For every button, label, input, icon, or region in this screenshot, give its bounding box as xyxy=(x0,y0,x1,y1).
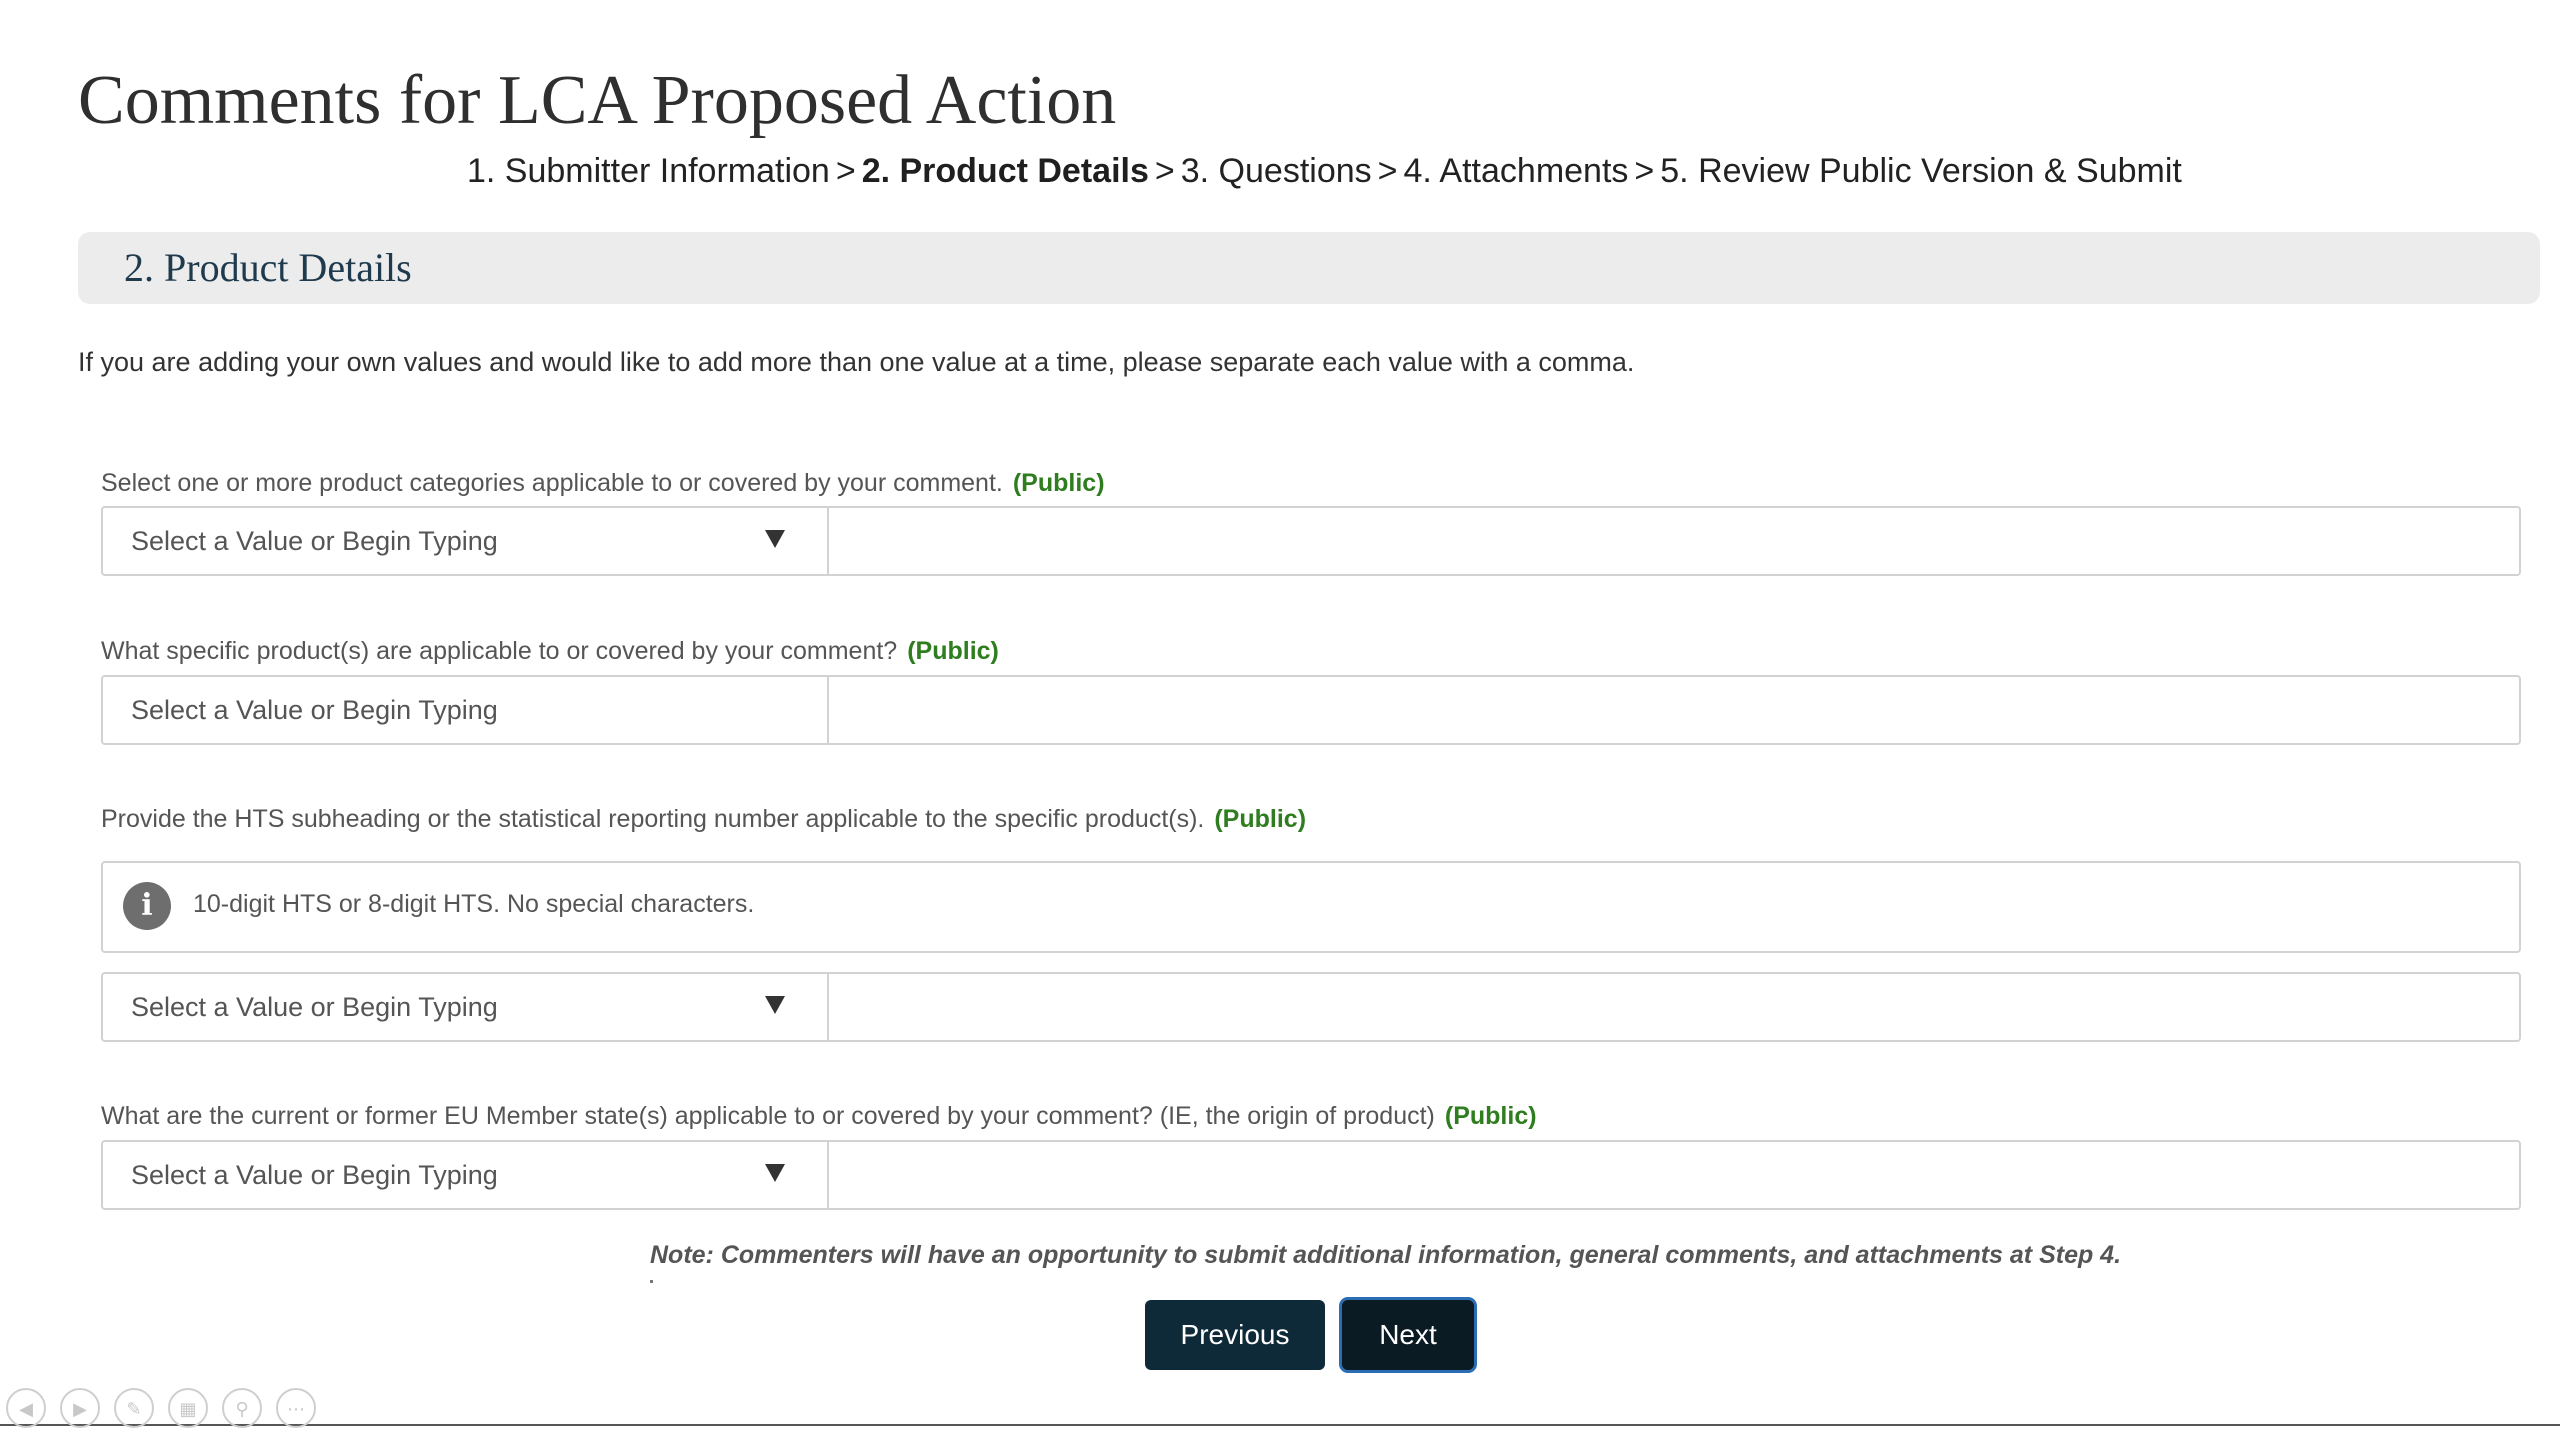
next-button[interactable]: Next xyxy=(1342,1300,1474,1370)
question-text: Provide the HTS subheading or the statistical reporting number applicable to the specific product(s). xyxy=(101,805,1205,833)
hts-hint-box xyxy=(101,861,2521,953)
section-title: 2. Product Details xyxy=(124,245,412,290)
pen-icon[interactable]: ✎ xyxy=(114,1388,154,1428)
section-header xyxy=(78,232,2540,304)
forward-icon[interactable]: ▶ xyxy=(60,1388,100,1428)
eu-member-states-values[interactable] xyxy=(831,1142,2519,1208)
note-text: Note: Commenters will have an opportunity to submit additional information, general comments, and attachments at Step 4. xyxy=(650,1241,2122,1269)
specific-products-values[interactable] xyxy=(831,677,2519,743)
back-icon[interactable]: ◀ xyxy=(6,1388,46,1428)
select-placeholder: Select a Value or Begin Typing xyxy=(131,695,498,725)
eu-member-states-label xyxy=(101,1099,1537,1133)
instructions-text: If you are adding your own values and would like to add more than one value at a time, please separate each value with a comma. xyxy=(78,347,1635,377)
caret-down-icon[interactable] xyxy=(765,996,785,1014)
hts-number-select[interactable] xyxy=(103,974,829,1040)
breadcrumb-separator: > xyxy=(1634,152,1655,190)
step-submitter-information[interactable]: 1. Submitter Information xyxy=(467,152,830,190)
bottom-divider xyxy=(0,1424,2560,1426)
previous-button[interactable]: Previous xyxy=(1145,1300,1325,1370)
hts-number-values[interactable] xyxy=(831,974,2519,1040)
breadcrumb-separator: > xyxy=(835,152,856,190)
step-attachments[interactable]: 4. Attachments xyxy=(1403,152,1629,190)
product-categories-field xyxy=(101,506,2521,576)
public-tag: (Public) xyxy=(1012,469,1105,497)
public-tag: (Public) xyxy=(907,637,999,665)
zoom-icon[interactable]: ⚲ xyxy=(222,1388,262,1428)
specific-products-label xyxy=(101,634,999,668)
public-tag: (Public) xyxy=(1214,805,1307,833)
info-icon: i xyxy=(123,882,171,930)
public-tag: (Public) xyxy=(1444,1102,1537,1130)
eu-member-states-field xyxy=(101,1140,2521,1210)
select-placeholder: Select a Value or Begin Typing xyxy=(131,526,498,556)
caret-down-icon[interactable] xyxy=(765,530,785,548)
breadcrumb-separator: > xyxy=(1154,152,1175,190)
question-text: What specific product(s) are applicable to or covered by your comment? xyxy=(101,637,898,665)
specific-products-field xyxy=(101,675,2521,745)
select-placeholder: Select a Value or Begin Typing xyxy=(131,992,498,1022)
step-product-details[interactable]: 2. Product Details xyxy=(861,152,1149,190)
caret-down-icon[interactable] xyxy=(765,1164,785,1182)
slides-icon[interactable]: ▦ xyxy=(168,1388,208,1428)
stray-dot xyxy=(650,1280,653,1283)
step-breadcrumb xyxy=(467,148,2182,194)
question-text: What are the current or former EU Member state(s) applicable to or covered by your comment? (IE, the origin of product) xyxy=(101,1102,1435,1130)
more-icon[interactable]: ⋯ xyxy=(276,1388,316,1428)
hts-hint-text: 10-digit HTS or 8-digit HTS. No special characters. xyxy=(193,890,755,918)
product-categories-select[interactable] xyxy=(103,508,829,574)
hts-number-field xyxy=(101,972,2521,1042)
select-placeholder: Select a Value or Begin Typing xyxy=(131,1160,498,1190)
specific-products-input[interactable] xyxy=(103,677,829,743)
product-categories-label xyxy=(101,466,1105,500)
product-categories-values[interactable] xyxy=(831,508,2519,574)
question-text: Select one or more product categories applicable to or covered by your comment. xyxy=(101,469,1003,497)
page-title: Comments for LCA Proposed Action xyxy=(78,62,1117,139)
hts-number-label xyxy=(101,802,1306,836)
breadcrumb-separator: > xyxy=(1377,152,1398,190)
eu-member-states-select[interactable] xyxy=(103,1142,829,1208)
viewer-toolbar xyxy=(6,1388,316,1430)
step-review-submit[interactable]: 5. Review Public Version & Submit xyxy=(1660,152,2182,190)
step-questions[interactable]: 3. Questions xyxy=(1180,152,1372,190)
